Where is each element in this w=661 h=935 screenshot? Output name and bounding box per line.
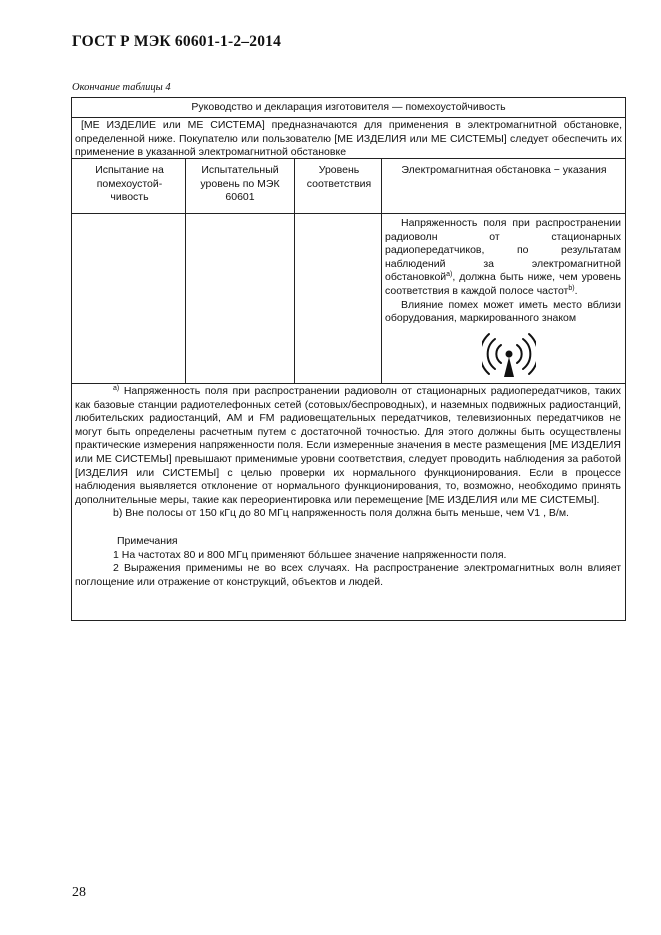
column-header-compliance: Уровень соответствия (306, 164, 372, 190)
guidance-paragraph-2: Влияние помех может иметь место вблизи оборудования, маркированного знаком (385, 298, 621, 325)
table-notes (75, 385, 621, 589)
body-divider (72, 383, 625, 384)
guidance-text (385, 217, 621, 326)
header-divider (381, 213, 625, 214)
remarks-heading: Примечания (117, 534, 178, 547)
column-header-environment: Электромагнитная обстановка − указания (401, 164, 607, 176)
column-divider (381, 159, 382, 383)
page-number: 28 (72, 885, 86, 900)
column-divider (185, 159, 186, 383)
standard-title: ГОСТ Р МЭК 60601-1-2–2014 (72, 33, 282, 50)
header-divider (72, 213, 381, 214)
table-caption: Окончание таблицы 4 (72, 82, 171, 93)
table-title: Руководство и декларация изготовителя — помехоустойчивость (72, 98, 625, 118)
non-ionizing-radiation-icon (482, 332, 536, 380)
footnote-b: b) Вне полосы от 150 кГц до 80 МГц напряженность поля должна быть меньше, чем V1 , В/м. (113, 507, 569, 520)
emc-table (71, 97, 626, 621)
column-header-test: Испытание на помехоустой-чивость (95, 164, 164, 204)
table-intro: [МЕ ИЗДЕЛИЕ или МЕ СИСТЕМА] предназначаются для применения в электромагнитной обстановке, определенной ниже. Покупателю или пользователю [МЕ ИЗДЕЛИЯ или МЕ СИСТЕМЫ] следует обеспечить их применение в указанной электромагнитной обстановке (72, 117, 625, 159)
remark-1: 1 На частотах 80 и 800 МГц применяют бóльшее значение напряженности поля. (113, 548, 507, 561)
remark-2: 2 Выражения применимы не во всех случаях. На распространение электромагнитных волн влияет поглощение или отражение от конструкций, объектов и людей. (75, 562, 621, 588)
footnote-a: $^{a)}$ Напряженность поля при распространении радиоволн от стационарных радиопередатчиков, таких как базовые станции радиотелефонных сетей (сотовых/беспроводных), и наземных подвижных радиостанций, любительских радиостанций, AM и FM радиовещательных передатчиков, телевизионных передатчиков не могут быть определены расчетным путем с достаточной точностью. Для этого должны быть осуществлены практические измерения напряженности поля. Если измеренные значения в месте размещения [МЕ ИЗДЕЛИЯ или МЕ СИСТЕМЫ] превышают применимые уровни соответствия, следует проводить наблюдения за работой [ИЗДЕЛИЯ или СИСТЕМЫ] с целью проверки их нормального функционирования. Если в процессе наблюдения выявляется отклонение от нормального функционирования, то, возможно, необходимо принять дополнительные меры, такие как переориентировка или перемещение [МЕ ИЗДЕЛИЯ или МЕ СИСТЕМЫ]. (75, 385, 621, 506)
column-divider (294, 159, 295, 383)
column-header-test-level: Испытательный уровень по МЭК 60601 (200, 164, 280, 204)
guidance-paragraph-1: Напряженность поля при распространении радиоволн от стационарных радиопередатчиков, по результатам наблюдений за электромагнитной обстановкой$^{a)}$, должна быть ниже, чем уровень соответствия в каждой полосе частот$^{b)}$. (385, 217, 621, 297)
